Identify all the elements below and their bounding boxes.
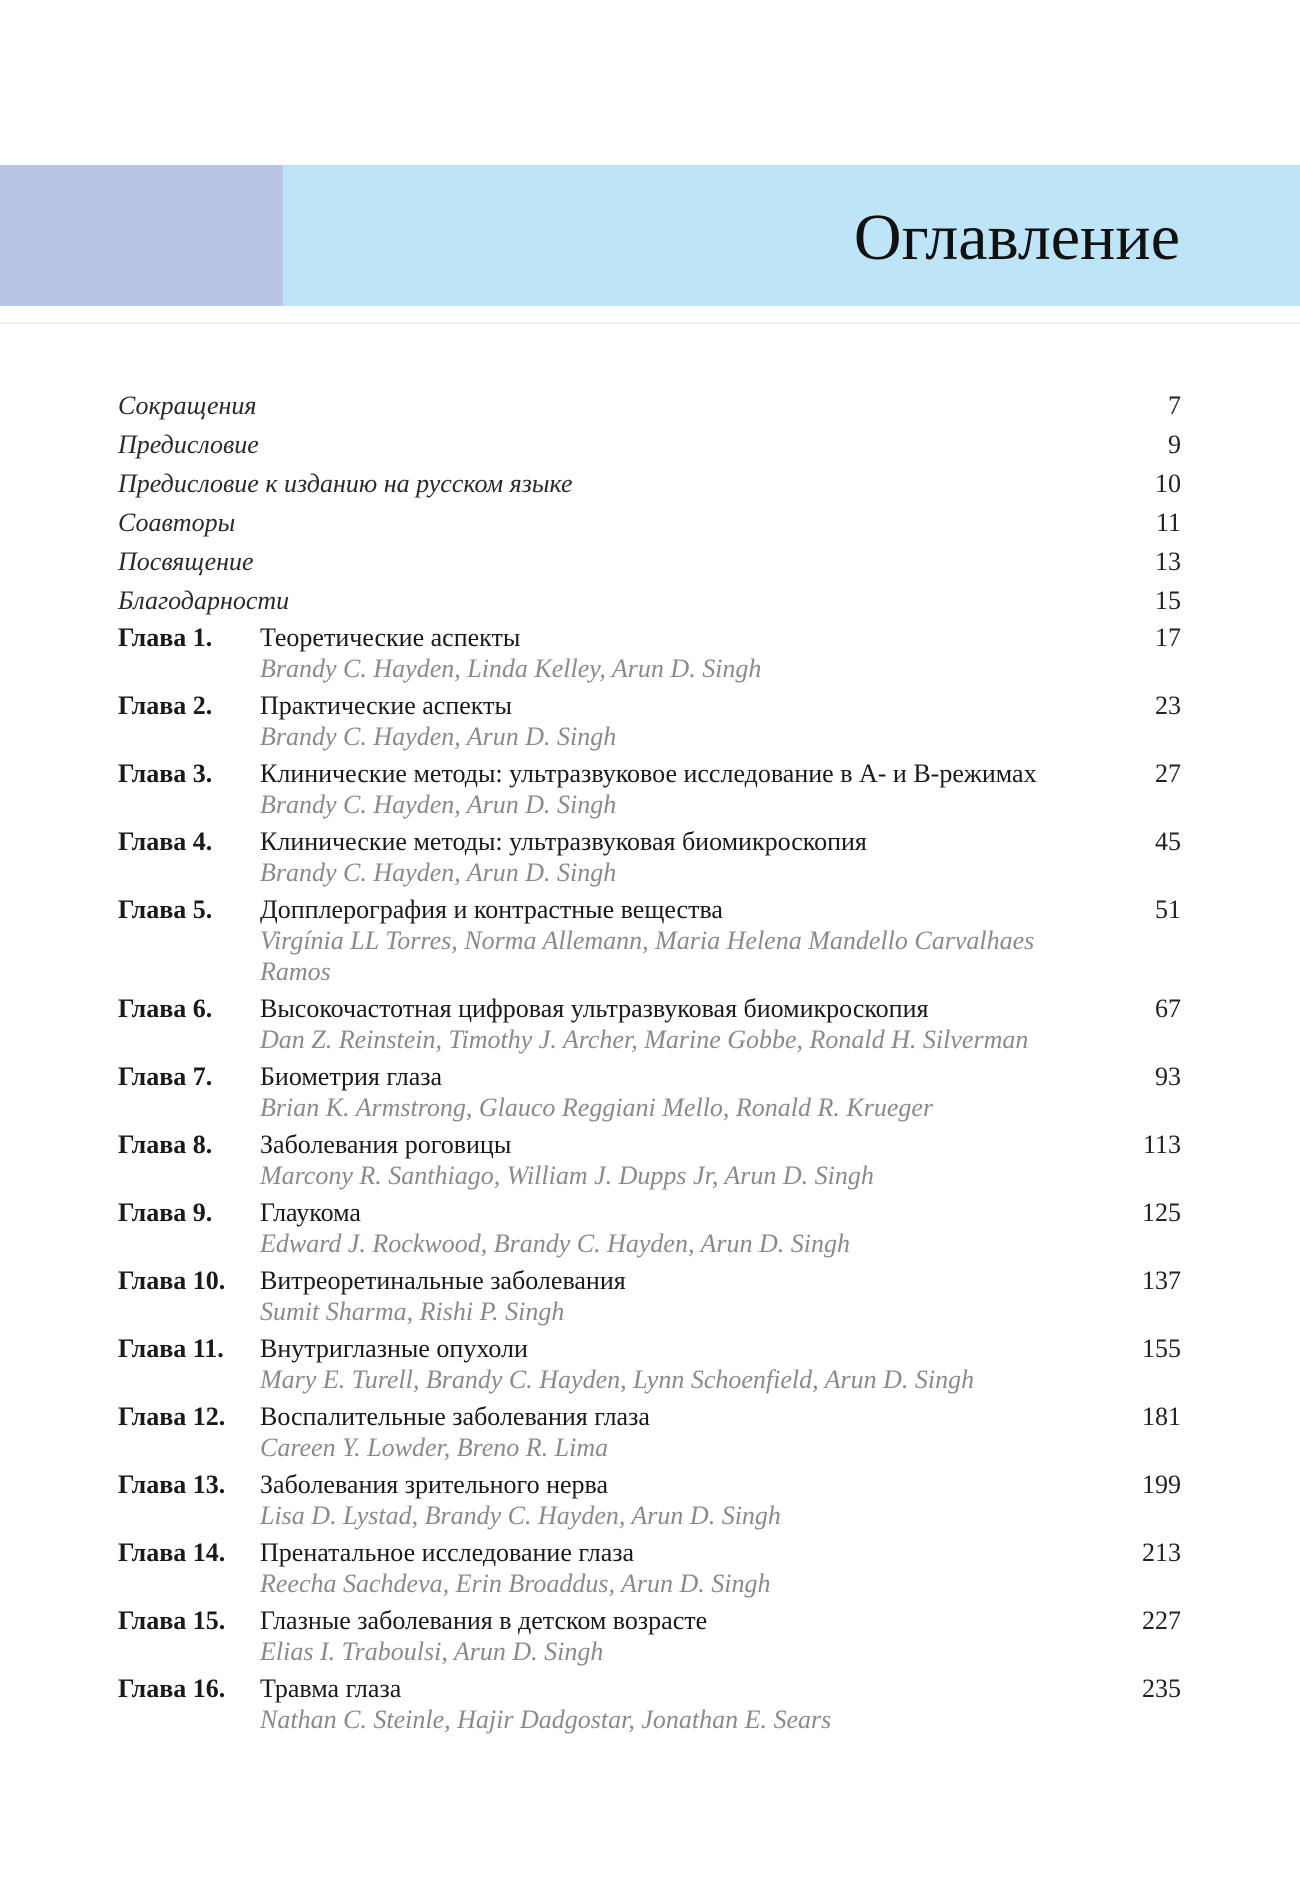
page-number: 45: [1155, 827, 1181, 856]
page-number: 27: [1155, 759, 1181, 788]
chapter-body: [260, 1333, 1181, 1395]
page-number: 13: [1155, 547, 1181, 576]
chapter-authors: Virgínia LL Torres, Norma Allemann, Maria Helena Mandello Carvalhaes Ramos: [260, 926, 1035, 986]
chapter-title: Травма глаза: [260, 1674, 402, 1703]
chapter-label: Глава 15.: [118, 1606, 226, 1635]
chapter-body: [260, 1537, 1181, 1599]
chapter-entry[interactable]: [118, 1673, 1181, 1735]
chapter-label: Глава 11.: [118, 1334, 224, 1363]
page-number: 181: [1142, 1402, 1181, 1431]
chapter-authors: Brian K. Armstrong, Glauco Reggiani Mello, Ronald R. Krueger: [260, 1093, 934, 1122]
chapter-entry[interactable]: [118, 1401, 1181, 1463]
chapter-entry[interactable]: [118, 1265, 1181, 1327]
chapter-body: [260, 1605, 1181, 1667]
page-number: 113: [1142, 1130, 1181, 1159]
chapter-entry[interactable]: [118, 1605, 1181, 1667]
page-number: 23: [1155, 691, 1181, 720]
chapter-body: [260, 1061, 1181, 1123]
page-number: 9: [1168, 430, 1181, 459]
chapter-label: Глава 12.: [118, 1402, 226, 1431]
page-number: 67: [1155, 994, 1181, 1023]
chapter-label: Глава 14.: [118, 1538, 226, 1567]
chapter-title: Глаукома: [260, 1198, 361, 1227]
front-matter-label: Сокращения: [118, 391, 257, 420]
page-number: 213: [1142, 1538, 1181, 1567]
chapter-authors: Reecha Sachdeva, Erin Broaddus, Arun D. Singh: [260, 1569, 771, 1598]
page-number: 10: [1155, 469, 1181, 498]
chapter-label: Глава 13.: [118, 1470, 226, 1499]
front-matter-label: Благодарности: [118, 586, 290, 615]
front-matter-item[interactable]: [118, 544, 1181, 583]
chapter-title: Клинические методы: ультразвуковое исследование в А- и В-режимах: [260, 759, 1037, 788]
chapter-entry[interactable]: [118, 1469, 1181, 1531]
page-number: 137: [1142, 1266, 1181, 1295]
chapter-authors: Marcony R. Santhiago, William J. Dupps Jr, Arun D. Singh: [260, 1161, 874, 1190]
chapter-title: Витреоретинальные заболевания: [260, 1266, 626, 1295]
chapter-authors: Edward J. Rockwood, Brandy C. Hayden, Arun D. Singh: [260, 1229, 850, 1258]
chapter-title: Высокочастотная цифровая ультразвуковая биомикроскопия: [260, 994, 929, 1023]
chapter-body: [260, 1469, 1181, 1531]
chapter-entry[interactable]: [118, 993, 1181, 1055]
chapter-body: [260, 1265, 1181, 1327]
chapter-entry[interactable]: [118, 1537, 1181, 1599]
page-number: 227: [1142, 1606, 1181, 1635]
chapter-title: Пренатальное исследование глаза: [260, 1538, 635, 1567]
front-matter-label: Соавторы: [118, 508, 236, 537]
front-matter-label: Посвящение: [118, 547, 254, 576]
front-matter-item[interactable]: [118, 583, 1181, 622]
page-number: 155: [1142, 1334, 1181, 1363]
chapter-title: Воспалительные заболевания глаза: [260, 1402, 650, 1431]
front-matter-item[interactable]: [118, 505, 1181, 544]
chapter-label: Глава 1.: [118, 623, 213, 652]
chapter-authors: Sumit Sharma, Rishi P. Singh: [260, 1297, 565, 1326]
chapter-label: Глава 5.: [118, 895, 213, 924]
chapter-authors: Elias I. Traboulsi, Arun D. Singh: [260, 1637, 604, 1666]
chapter-label: Глава 6.: [118, 994, 213, 1023]
front-matter-label: Предисловие к изданию на русском языке: [118, 469, 573, 498]
chapter-label: Глава 10.: [118, 1266, 226, 1295]
chapter-title: Допплерография и контрастные вещества: [260, 895, 723, 924]
chapter-entry[interactable]: [118, 690, 1181, 752]
chapter-body: [260, 1401, 1181, 1463]
page-number: 125: [1142, 1198, 1181, 1227]
chapter-body: [260, 758, 1181, 820]
chapter-authors: Lisa D. Lystad, Brandy C. Hayden, Arun D. Singh: [260, 1501, 781, 1530]
chapter-title: Теоретические аспекты: [260, 623, 521, 652]
chapter-title: Заболевания роговицы: [260, 1130, 512, 1159]
header-band-left: [0, 165, 283, 306]
chapter-label: Глава 16.: [118, 1674, 226, 1703]
chapter-body: [260, 894, 1181, 987]
chapter-authors: Dan Z. Reinstein, Timothy J. Archer, Marine Gobbe, Ronald H. Silverman: [260, 1025, 1029, 1054]
chapter-authors: Brandy C. Hayden, Linda Kelley, Arun D. Singh: [260, 654, 762, 683]
chapter-entry[interactable]: [118, 894, 1181, 987]
chapter-body: [260, 622, 1181, 684]
chapter-entry[interactable]: [118, 758, 1181, 820]
chapter-label: Глава 2.: [118, 691, 213, 720]
chapter-title: Биометрия глаза: [260, 1062, 443, 1091]
chapter-body: [260, 1129, 1181, 1191]
chapter-body: [260, 1197, 1181, 1259]
chapter-body: [260, 826, 1181, 888]
page-number: 11: [1155, 508, 1181, 537]
table-of-contents: [118, 388, 1181, 1741]
chapter-title: Практические аспекты: [260, 691, 512, 720]
chapter-label: Глава 7.: [118, 1062, 213, 1091]
chapter-title: Внутриглазные опухоли: [260, 1334, 528, 1363]
chapter-body: [260, 690, 1181, 752]
page-number: 199: [1142, 1470, 1181, 1499]
chapter-entry[interactable]: [118, 1129, 1181, 1191]
page-number: 17: [1155, 623, 1181, 652]
chapter-title: Заболевания зрительного нерва: [260, 1470, 609, 1499]
chapter-entry[interactable]: [118, 1197, 1181, 1259]
front-matter-label: Предисловие: [118, 430, 259, 459]
chapter-label: Глава 3.: [118, 759, 213, 788]
chapter-authors: Brandy C. Hayden, Arun D. Singh: [260, 790, 617, 819]
chapter-authors: Brandy C. Hayden, Arun D. Singh: [260, 858, 617, 887]
chapter-entry[interactable]: [118, 1061, 1181, 1123]
page-number: 51: [1155, 895, 1181, 924]
chapter-entry[interactable]: [118, 826, 1181, 888]
chapter-title: Глазные заболевания в детском возрасте: [260, 1606, 708, 1635]
page-number: 15: [1155, 586, 1181, 615]
page-number: 93: [1155, 1062, 1181, 1091]
chapter-authors: Nathan C. Steinle, Hajir Dadgostar, Jonathan E. Sears: [260, 1705, 832, 1734]
chapter-label: Глава 8.: [118, 1130, 213, 1159]
page-number: 235: [1142, 1674, 1181, 1703]
chapter-entry[interactable]: [118, 622, 1181, 684]
chapter-body: [260, 993, 1181, 1055]
chapter-label: Глава 9.: [118, 1198, 213, 1227]
chapter-authors: Mary E. Turell, Brandy C. Hayden, Lynn Schoenfield, Arun D. Singh: [260, 1365, 975, 1394]
chapter-title: Клинические методы: ультразвуковая биомикроскопия: [260, 827, 867, 856]
header-band-right: [283, 165, 1300, 306]
chapter-entry[interactable]: [118, 1333, 1181, 1395]
front-matter-item[interactable]: [118, 388, 1181, 427]
front-matter-item[interactable]: [118, 466, 1181, 505]
header-divider: [0, 322, 1300, 324]
chapter-body: [260, 1673, 1181, 1735]
page-number: 7: [1168, 391, 1181, 420]
chapter-authors: Careen Y. Lowder, Breno R. Lima: [260, 1433, 609, 1462]
page-title: Оглавление: [853, 201, 1180, 274]
header-band: [0, 165, 1300, 306]
front-matter-item[interactable]: [118, 427, 1181, 466]
chapter-label: Глава 4.: [118, 827, 213, 856]
chapter-authors: Brandy C. Hayden, Arun D. Singh: [260, 722, 617, 751]
